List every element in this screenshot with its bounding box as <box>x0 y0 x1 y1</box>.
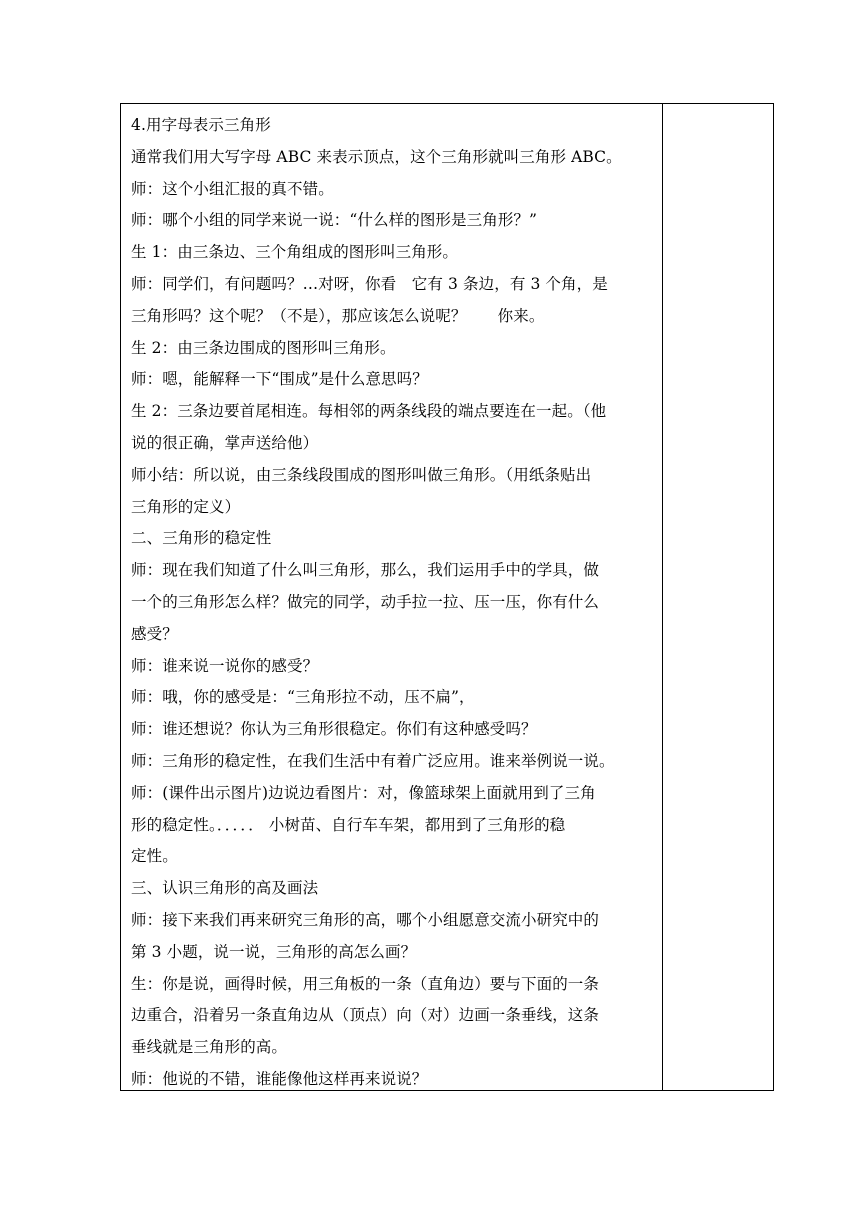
text-line: 师：哦，你的感受是：“三角形拉不动，压不扁”， <box>131 688 475 707</box>
text-line: 师：同学们，有问题吗？…对呀，你看 它有 3 条边，有 3 个角，是 <box>131 274 608 293</box>
text-line: 师：接下来我们再来研究三角形的高，哪个小组愿意交流小研究中的 <box>131 910 600 929</box>
text-line: 形的稳定性。．．．．． 小树苗、自行车车架，都用到了三角形的稳 <box>131 815 566 834</box>
text-line: 三角形吗？这个呢？（不是），那应该怎么说呢？ 你来。 <box>131 306 545 325</box>
text-line: 师：他说的不错，谁能像他这样再来说说？ <box>131 1069 428 1088</box>
text-line: 三角形的定义） <box>131 497 241 516</box>
text-line: 边重合，沿着另一条直角边从（顶点）向（对）边画一条垂线，这条 <box>131 1006 600 1025</box>
text-line: 师：嗯，能解释一下“围成”是什么意思吗？ <box>131 370 428 389</box>
text-line: 生 2：由三条边围成的图形叫三角形。 <box>131 338 396 357</box>
text-line: 通常我们用大写字母 ABC 来表示顶点，这个三角形就叫三角形 ABC。 <box>131 147 622 166</box>
text-line: 师：(课件出示图片)边说边看图片：对，像篮球架上面就用到了三角 <box>131 783 596 802</box>
text-line: 第 3 小题，说一说，三角形的高怎么画？ <box>131 942 417 961</box>
text-line: 师：谁还想说？你认为三角形很稳定。你们有这种感受吗？ <box>131 720 537 739</box>
section-heading: 三、认识三角形的高及画法 <box>131 879 319 898</box>
section-heading: 二、三角形的稳定性 <box>131 529 272 548</box>
text-line: 定性。 <box>131 847 178 866</box>
text-line: 生 2：三条边要首尾相连。每相邻的两条线段的端点要连在一起。（他 <box>131 402 607 421</box>
text-line: 一个的三角形怎么样？做完的同学，动手拉一拉、压一压，你有什么 <box>131 592 600 611</box>
text-line: 师小结：所以说，由三条线段围成的图形叫做三角形。（用纸条贴出 <box>131 465 592 484</box>
text-line: 师：哪个小组的同学来说一说：“什么样的图形是三角形？” <box>131 211 538 230</box>
text-line: 师：三角形的稳定性，在我们生活中有着广泛应用。谁来举例说一说。 <box>131 751 615 770</box>
text-line: 4.用字母表示三角形 <box>131 116 271 134</box>
text-line: 师：谁来说一说你的感受？ <box>131 656 319 675</box>
text-line: 师：现在我们知道了什么叫三角形，那么，我们运用手中的学具，做 <box>131 561 600 580</box>
notes-cell <box>663 104 773 1090</box>
text-line: 感受？ <box>131 624 178 643</box>
text-line: 师：这个小组汇报的真不错。 <box>131 179 334 198</box>
text-line: 说的很正确，掌声送给他） <box>131 433 319 452</box>
text-line: 生：你是说，画得时候，用三角板的一条（直角边）要与下面的一条 <box>131 974 600 993</box>
text-line: 垂线就是三角形的高。 <box>131 1038 288 1057</box>
lesson-content-cell <box>121 104 663 1090</box>
text-line: 生 1：由三条边、三个角组成的图形叫三角形。 <box>131 243 458 262</box>
lesson-table <box>120 103 774 1091</box>
